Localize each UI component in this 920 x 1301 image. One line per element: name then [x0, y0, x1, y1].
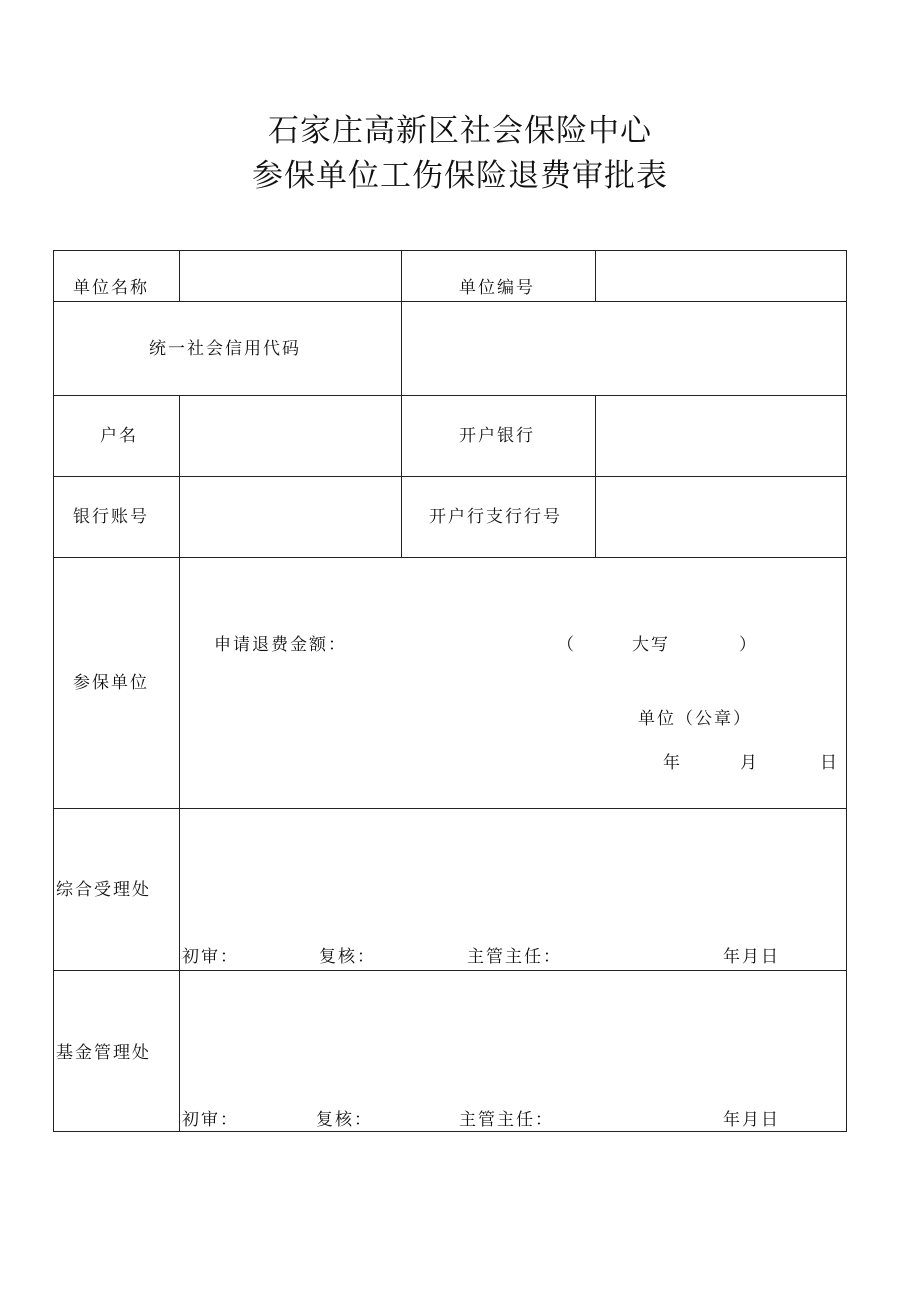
- row-divider-4: [54, 557, 846, 558]
- reception-label: 综合受理处: [56, 880, 151, 900]
- reception-date: 年月日: [723, 947, 780, 967]
- row-divider-5: [54, 808, 846, 809]
- refund-amount-label: 申请退费金额：: [214, 635, 347, 655]
- day-label: 日: [820, 753, 839, 773]
- month-label: 月: [740, 753, 759, 773]
- row-divider-6: [54, 970, 846, 971]
- close-paren: ）: [739, 635, 758, 655]
- account-name-field[interactable]: [180, 396, 401, 476]
- refund-approval-form: [53, 250, 847, 1132]
- bank-label: 开户银行: [459, 426, 535, 446]
- credit-code-label: 统一社会信用代码: [149, 339, 301, 359]
- fund-recheck: 复核：: [316, 1110, 373, 1130]
- fund-initial-review: 初审：: [182, 1110, 239, 1130]
- branch-no-field[interactable]: [596, 477, 846, 557]
- form-title-line1: 石家庄高新区社会保险中心: [268, 113, 652, 149]
- reception-director: 主管主任：: [467, 947, 562, 967]
- seal-label: 单位（公章）: [638, 709, 752, 729]
- insured-unit-label: 参保单位: [73, 673, 149, 693]
- account-no-field[interactable]: [180, 477, 401, 557]
- account-name-label: 户名: [100, 426, 138, 446]
- fund-label: 基金管理处: [56, 1043, 151, 1063]
- credit-code-field[interactable]: [402, 302, 846, 395]
- fund-director: 主管主任：: [459, 1110, 554, 1130]
- bank-field[interactable]: [596, 396, 846, 476]
- refund-amount-field[interactable]: [354, 627, 554, 661]
- unit-code-label: 单位编号: [459, 278, 535, 298]
- year-label: 年: [663, 753, 682, 773]
- unit-name-label: 单位名称: [73, 278, 149, 298]
- branch-no-label: 开户行支行行号: [429, 507, 562, 527]
- unit-code-field[interactable]: [596, 251, 846, 301]
- uppercase-label: 大写: [632, 635, 670, 655]
- account-no-label: 银行账号: [73, 507, 149, 527]
- unit-name-field[interactable]: [180, 251, 401, 301]
- reception-recheck: 复核：: [319, 947, 376, 967]
- open-paren: （: [557, 635, 576, 655]
- fund-date: 年月日: [723, 1110, 780, 1130]
- reception-initial-review: 初审：: [182, 947, 239, 967]
- col-divider-b: [401, 251, 402, 557]
- form-title-line2: 参保单位工伤保险退费审批表: [252, 158, 668, 194]
